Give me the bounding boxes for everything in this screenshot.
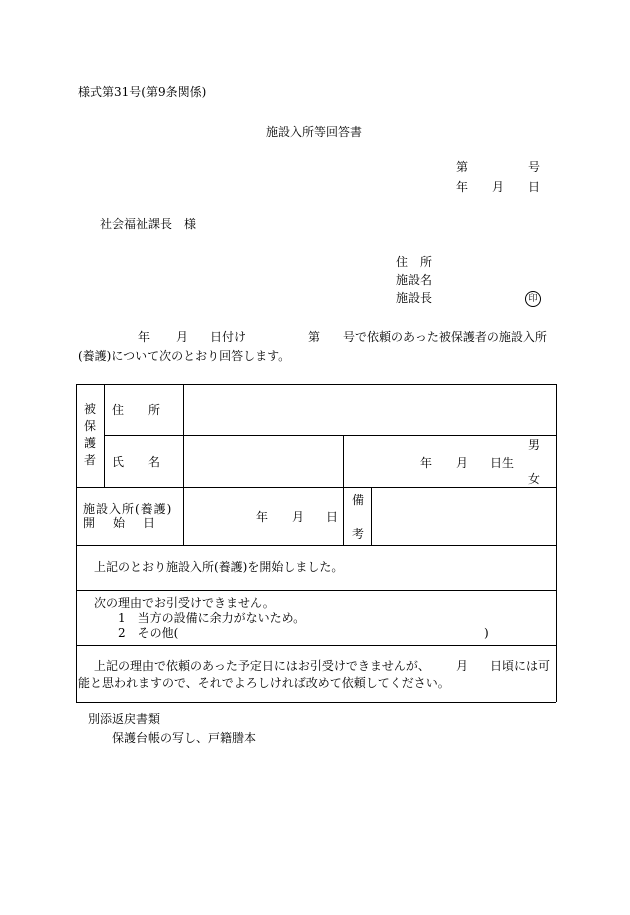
remarks-label-2: 考 — [352, 527, 365, 541]
reason-item-1: 1 当方の設備に余力がないため。 — [118, 611, 306, 625]
start-date-label: 施設入所(養護) — [83, 502, 173, 516]
sex-female: 女 — [528, 472, 541, 486]
start-year: 年 — [256, 510, 269, 524]
later-text-1b: 日頃には可 — [490, 659, 551, 673]
start-month: 月 — [292, 510, 305, 524]
name-label: 氏 名 — [112, 455, 161, 469]
doc-date-year: 年 — [456, 180, 469, 194]
returned-docs: 保護台帳の写し、戸籍謄本 — [112, 731, 257, 745]
later-month: 月 — [456, 659, 469, 673]
address-label: 住 所 — [112, 403, 161, 417]
sender-address-label: 住 所 — [396, 255, 433, 269]
doc-number-go: 号 — [528, 160, 541, 174]
doc-date-month: 月 — [492, 180, 505, 194]
body-month: 月 — [176, 330, 189, 344]
sender-director-label: 施設長 — [396, 291, 433, 305]
body-dated: 日付け — [210, 330, 247, 344]
protected-person-label: 被 保 護 者 — [83, 402, 96, 467]
sex-male: 男 — [528, 438, 541, 452]
later-text-2: 能と思われますので、それでよろしければ改めて依頼してください。 — [78, 676, 450, 690]
form-number: 様式第31号(第9条関係) — [78, 85, 207, 99]
started-text: 上記のとおり施設入所(養護)を開始しました。 — [94, 560, 344, 574]
remarks-label-1: 備 — [352, 493, 365, 507]
start-day: 日 — [326, 510, 339, 524]
returned-docs-label: 別添返戻書類 — [88, 712, 161, 726]
doc-number-dai: 第 — [456, 160, 469, 174]
reason-intro: 次の理由でお引受けできません。 — [94, 596, 275, 610]
doc-date-day: 日 — [528, 180, 541, 194]
body-line2: (養護)について次のとおり回答します。 — [78, 349, 291, 363]
later-text-1a: 上記の理由で依頼のあった予定日にはお引受けできませんが、 — [94, 659, 430, 673]
birth-month: 月 — [456, 456, 469, 470]
body-year: 年 — [138, 330, 151, 344]
reason-item-2-close: ) — [484, 626, 489, 640]
body-dai: 第 — [308, 330, 321, 344]
birth-year: 年 — [420, 456, 433, 470]
seal-icon: 印 — [525, 291, 541, 307]
sender-facility-label: 施設名 — [396, 273, 433, 287]
addressee: 社会福祉課長 様 — [100, 217, 197, 231]
body-line1-rest: 号で依頼のあった被保護者の施設入所 — [343, 330, 547, 344]
reason-item-2: 2 その他( — [118, 626, 179, 640]
document-title: 施設入所等回答書 — [266, 125, 363, 139]
start-date-label-2: 開 始 日 — [83, 516, 159, 530]
birth-day: 日生 — [490, 456, 515, 470]
